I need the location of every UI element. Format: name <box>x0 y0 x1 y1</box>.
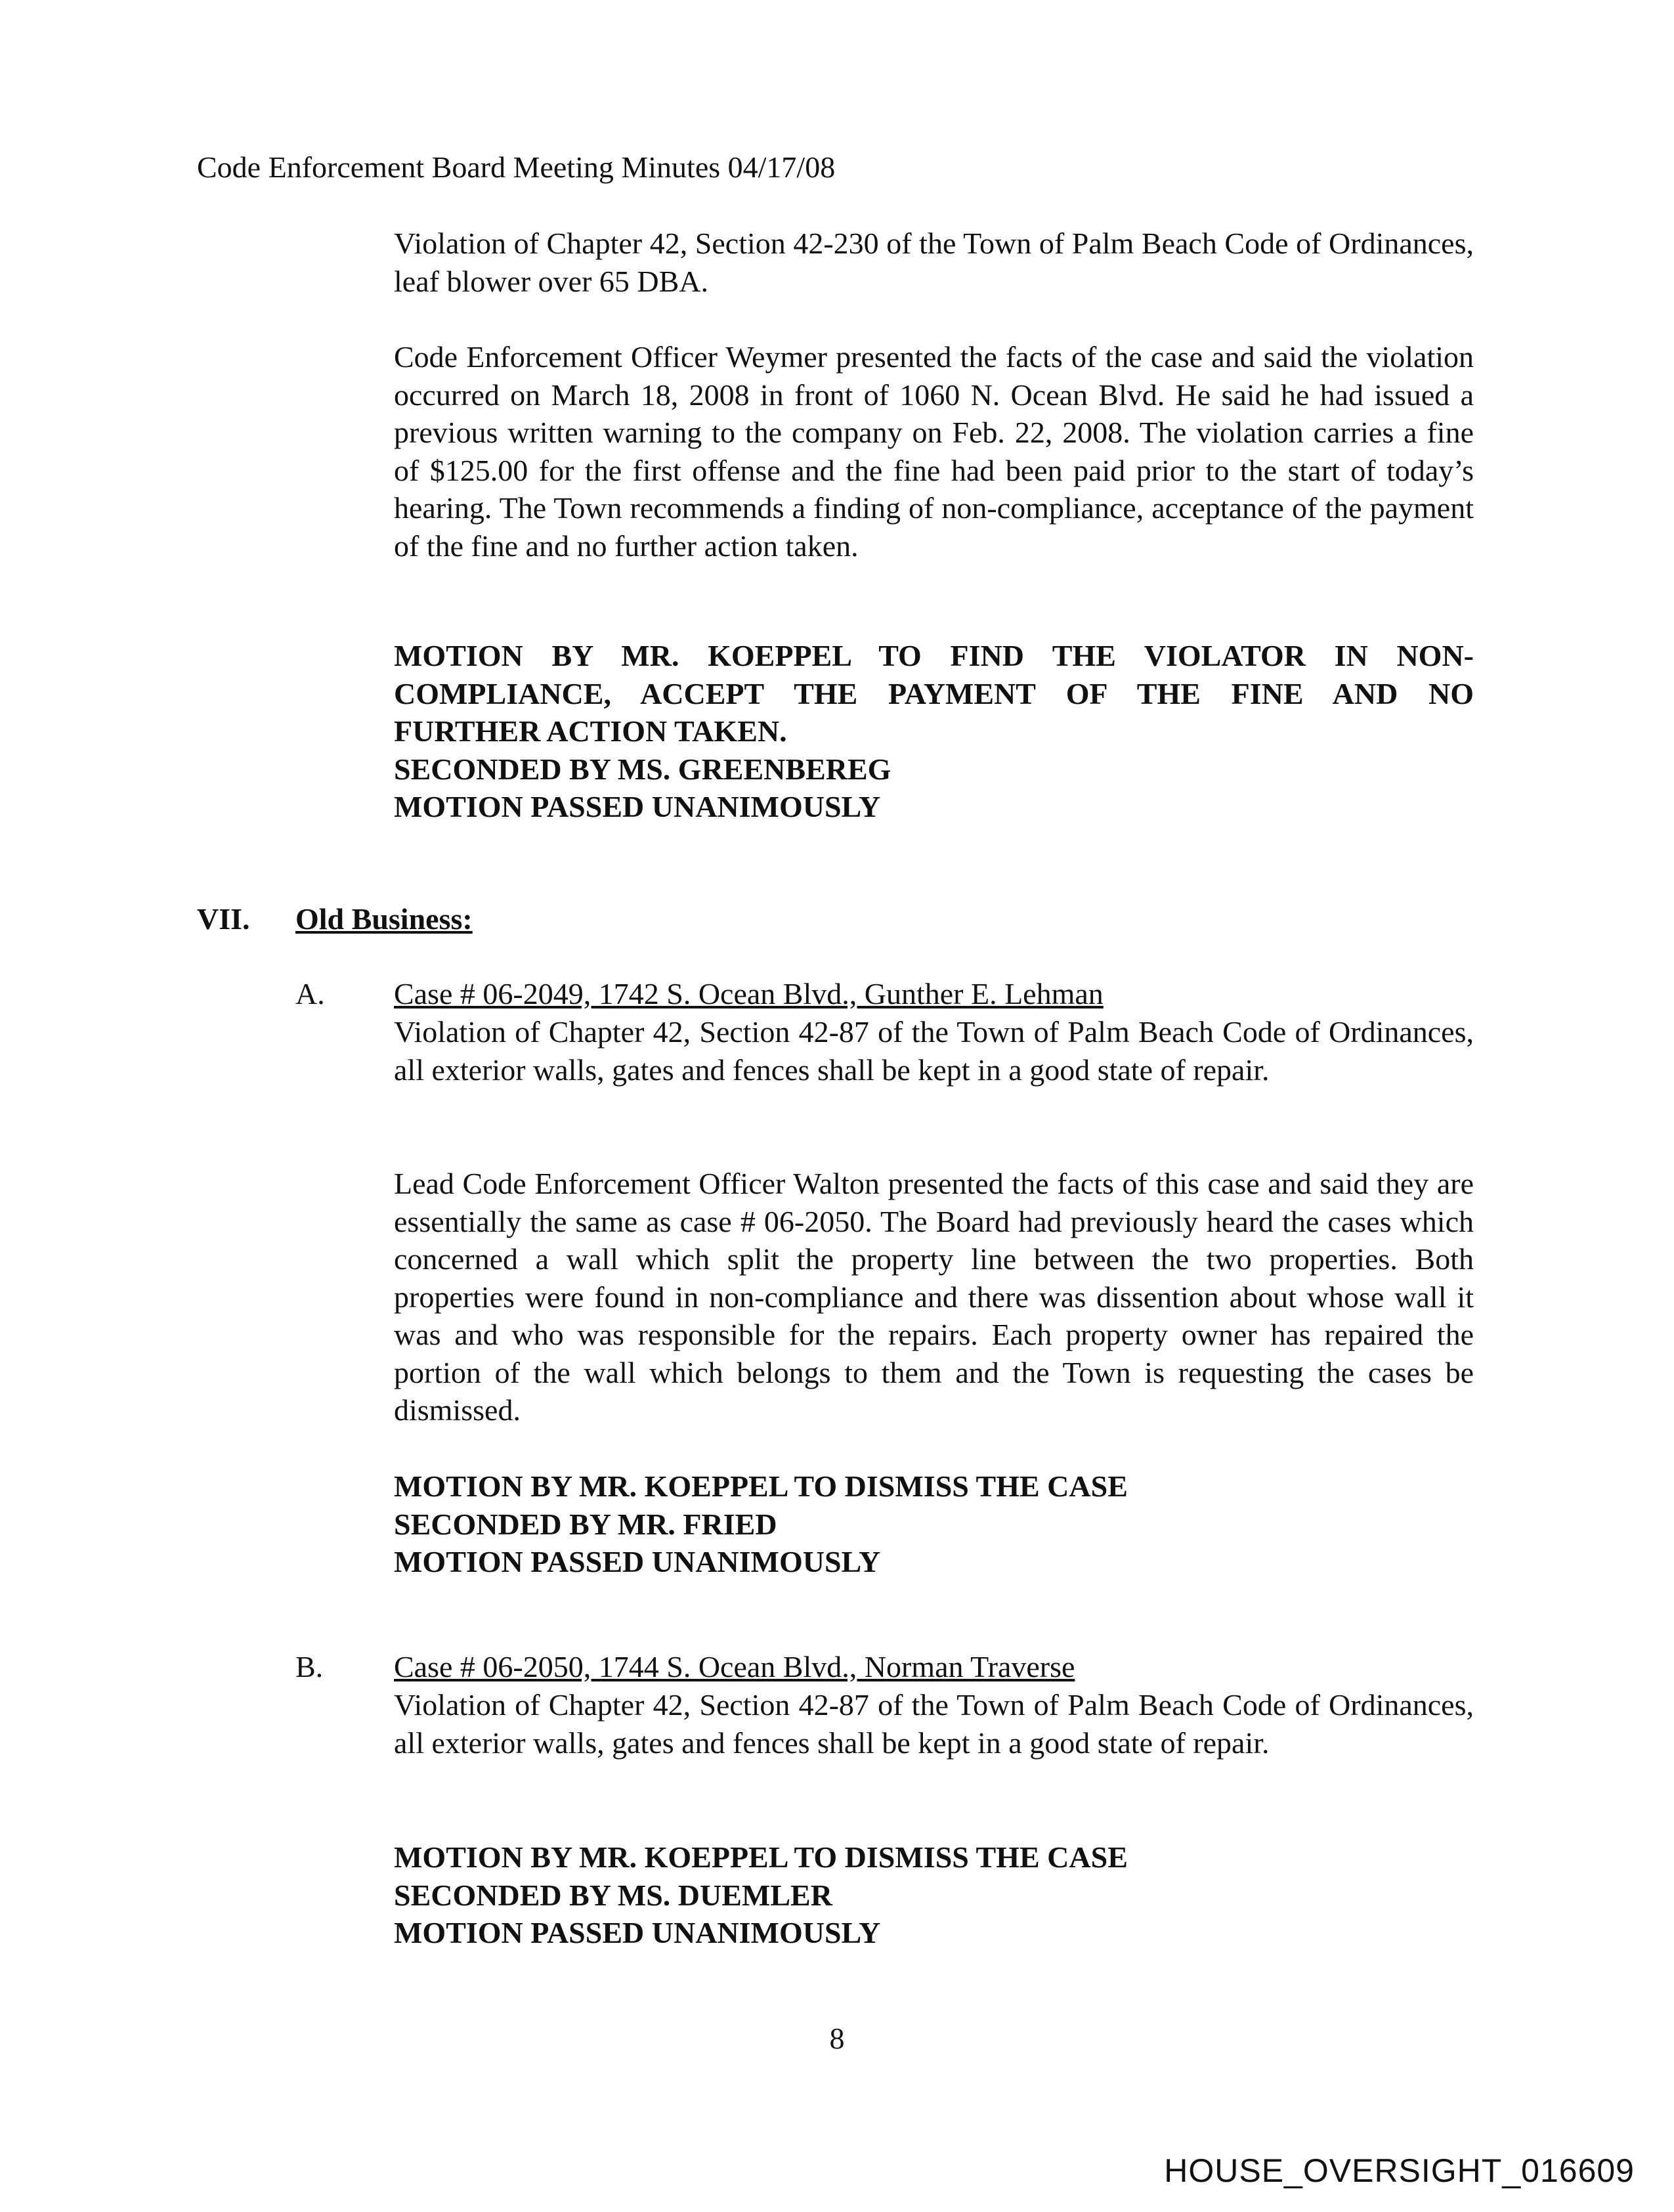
prior-case-violation: Violation of Chapter 42, Section 42-230 of the Town of Palm Beach Code of Ordinances, leaf blower over 65 DBA. <box>394 227 1474 298</box>
case-b-violation: Violation of Chapter 42, Section 42-87 of the Town of Palm Beach Code of Ordinances, all exterior walls, gates and fences shall be kept in a good state of repair. <box>394 1688 1474 1760</box>
motion-seconded: SECONDED BY MR. FRIED <box>394 1507 777 1541</box>
case-a-facts: Lead Code Enforcement Officer Walton presented the facts of this case and said they are essentially the same as case # 06-2050. The Board had previously heard the cases which concerned a wall which split the property line between the two properties. Both properties were found in non-compliance and there was dissention about whose wall it was and who was responsible for the repairs. Each property owner has repaired the portion of the wall which belongs to them and the Town is requesting the cases be dismissed. <box>394 1167 1474 1427</box>
motion-line: MOTION BY MR. KOEPPEL TO FIND THE VIOLATOR IN NON- <box>394 639 1474 672</box>
prior-case-facts: Code Enforcement Officer Weymer presented the facts of the case and said the violation occurred on March 18, 2008 in front of 1060 N. Ocean Blvd. He said he had issued a previous written warning to the company on Feb. 22, 2008. The violation carries a fine of $125.00 for the first offense and the fine had been paid prior to the start of today’s hearing. The Town recommends a finding of non-compliance, acceptance of the payment of the fine and no further action taken. <box>394 340 1474 563</box>
page-header: Code Enforcement Board Meeting Minutes 04/17/08 <box>197 150 836 184</box>
motion-seconded: SECONDED BY MS. GREENBEREG <box>394 752 891 786</box>
motion-line: MOTION BY MR. KOEPPEL TO DISMISS THE CASE <box>394 1840 1128 1874</box>
section-title: Old Business: <box>295 902 473 936</box>
motion-result: MOTION PASSED UNANIMOUSLY <box>394 1545 881 1578</box>
case-b-title <box>394 1648 1474 1686</box>
prior-case-motion <box>394 637 1474 826</box>
case-b-letter: B. <box>295 1650 324 1683</box>
motion-line: MOTION BY MR. KOEPPEL TO DISMISS THE CASE <box>394 1469 1128 1503</box>
case-a-motion <box>394 1467 1474 1581</box>
case-a-title <box>394 975 1474 1013</box>
motion-seconded: SECONDED BY MS. DUEMLER <box>394 1878 832 1912</box>
motion-result: MOTION PASSED UNANIMOUSLY <box>394 1916 881 1949</box>
motion-line: COMPLIANCE, ACCEPT THE PAYMENT OF THE FINE AND NO <box>394 676 1474 710</box>
page-number: 8 <box>829 2022 845 2055</box>
case-b-motion <box>394 1838 1474 1952</box>
case-a-violation: Violation of Chapter 42, Section 42-87 of the Town of Palm Beach Code of Ordinances, all exterior walls, gates and fences shall be kept in a good state of repair. <box>394 1015 1474 1087</box>
case-a-title-text: Case # 06-2049, 1742 S. Ocean Blvd., Gunther E. Lehman <box>394 977 1104 1010</box>
case-a-letter: A. <box>295 977 325 1010</box>
section-number: VII. <box>197 902 250 936</box>
bates-stamp: HOUSE_OVERSIGHT_016609 <box>1164 2152 1635 2189</box>
motion-result: MOTION PASSED UNANIMOUSLY <box>394 790 881 823</box>
case-b-title-text: Case # 06-2050, 1744 S. Ocean Blvd., Norman Traverse <box>394 1650 1075 1683</box>
motion-line: FURTHER ACTION TAKEN. <box>394 714 787 748</box>
